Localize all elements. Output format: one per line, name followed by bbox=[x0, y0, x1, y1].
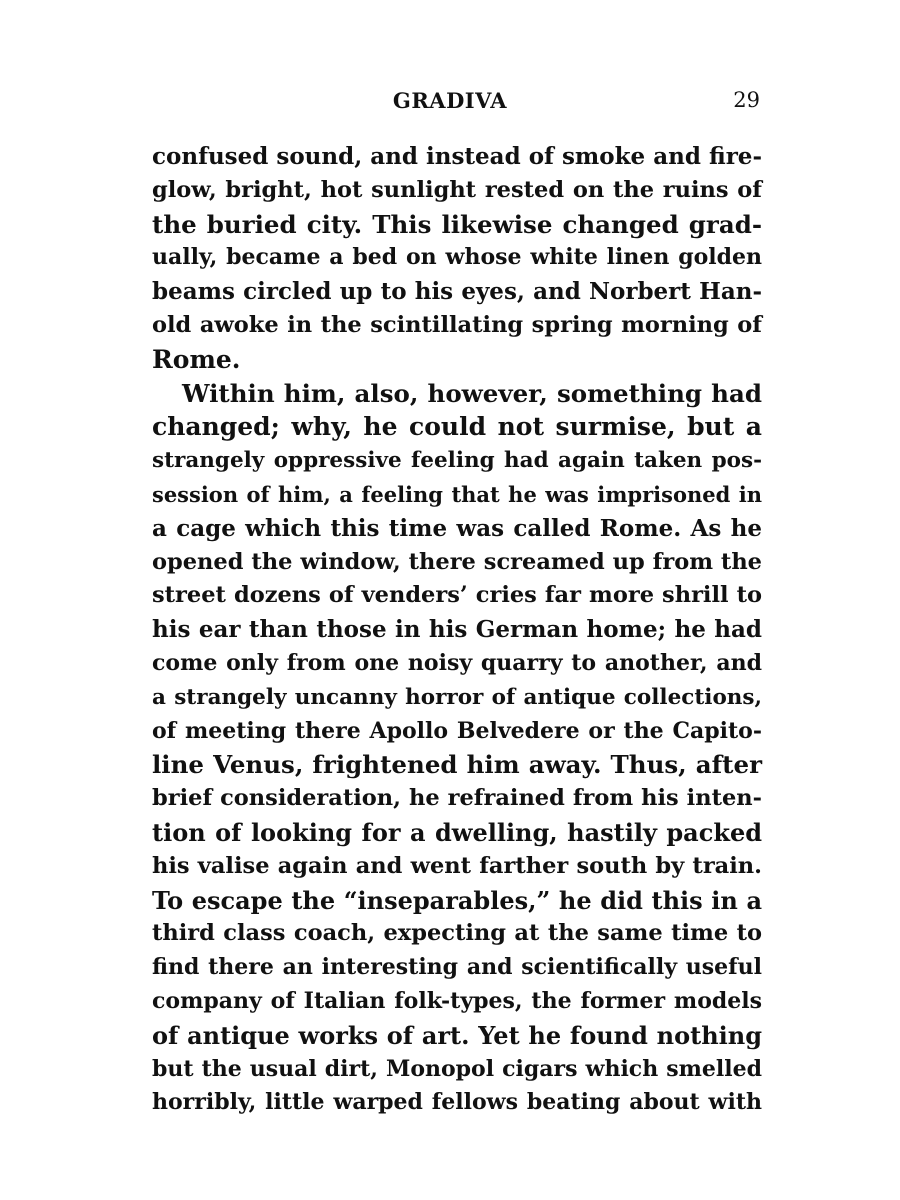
text-line: of meeting there Apollo Belvedere or the Capito- bbox=[152, 717, 762, 744]
text-line: opened the window, there screamed up from the bbox=[152, 548, 762, 575]
text-line: To escape the “inseparables,” he did this in a bbox=[152, 885, 762, 915]
text-line: beams circled up to his eyes, and Norbert Han- bbox=[152, 278, 762, 306]
text-line: horribly, little warped fellows beating about with bbox=[152, 1089, 762, 1116]
text-line: find there an interesting and scientifically useful bbox=[152, 954, 762, 981]
page-number: 29 bbox=[733, 88, 760, 112]
text-line: old awoke in the scintillating spring morning of bbox=[152, 311, 762, 338]
running-head bbox=[150, 88, 760, 118]
text-line: confused sound, and instead of smoke and fire- bbox=[152, 143, 762, 170]
body-text bbox=[152, 140, 762, 1120]
text-line: a strangely uncanny horror of antique collections, bbox=[152, 684, 762, 710]
text-line: come only from one noisy quarry to another, and bbox=[152, 649, 762, 676]
text-line: glow, bright, hot sunlight rested on the ruins of bbox=[152, 176, 762, 203]
text-line: brief consideration, he refrained from his inten- bbox=[152, 785, 762, 812]
text-line: but the usual dirt, Monopol cigars which smelled bbox=[152, 1055, 762, 1082]
text-line: strangely oppressive feeling had again taken pos- bbox=[152, 448, 762, 474]
text-line: ually, became a bed on whose white linen golden bbox=[152, 244, 762, 271]
text-line: his valise again and went farther south by train. bbox=[152, 852, 762, 879]
text-line: street dozens of venders’ cries far more shrill to bbox=[152, 582, 762, 609]
paragraph-start-line: Within him, also, however, something had bbox=[182, 378, 762, 408]
text-line: third class coach, expecting at the same time to bbox=[152, 920, 762, 947]
text-line: session of him, a feeling that he was imprisoned in bbox=[152, 481, 762, 507]
text-line: changed; why, he could not surmise, but a bbox=[152, 412, 762, 442]
text-line: line Venus, frightened him away. Thus, after bbox=[152, 750, 762, 780]
text-line: company of Italian folk-types, the former models bbox=[152, 987, 762, 1014]
text-line: tion of looking for a dwelling, hastily packed bbox=[152, 817, 762, 847]
text-line: a cage which this time was called Rome. As he bbox=[152, 514, 762, 542]
running-title: GRADIVA bbox=[392, 88, 508, 113]
text-line: of antique works of art. Yet he found nothing bbox=[152, 1020, 762, 1050]
paragraph-end-line: Rome. bbox=[152, 344, 241, 374]
text-line: his ear than those in his German home; he had bbox=[152, 616, 762, 644]
text-line: the buried city. This likewise changed grad- bbox=[152, 209, 762, 239]
